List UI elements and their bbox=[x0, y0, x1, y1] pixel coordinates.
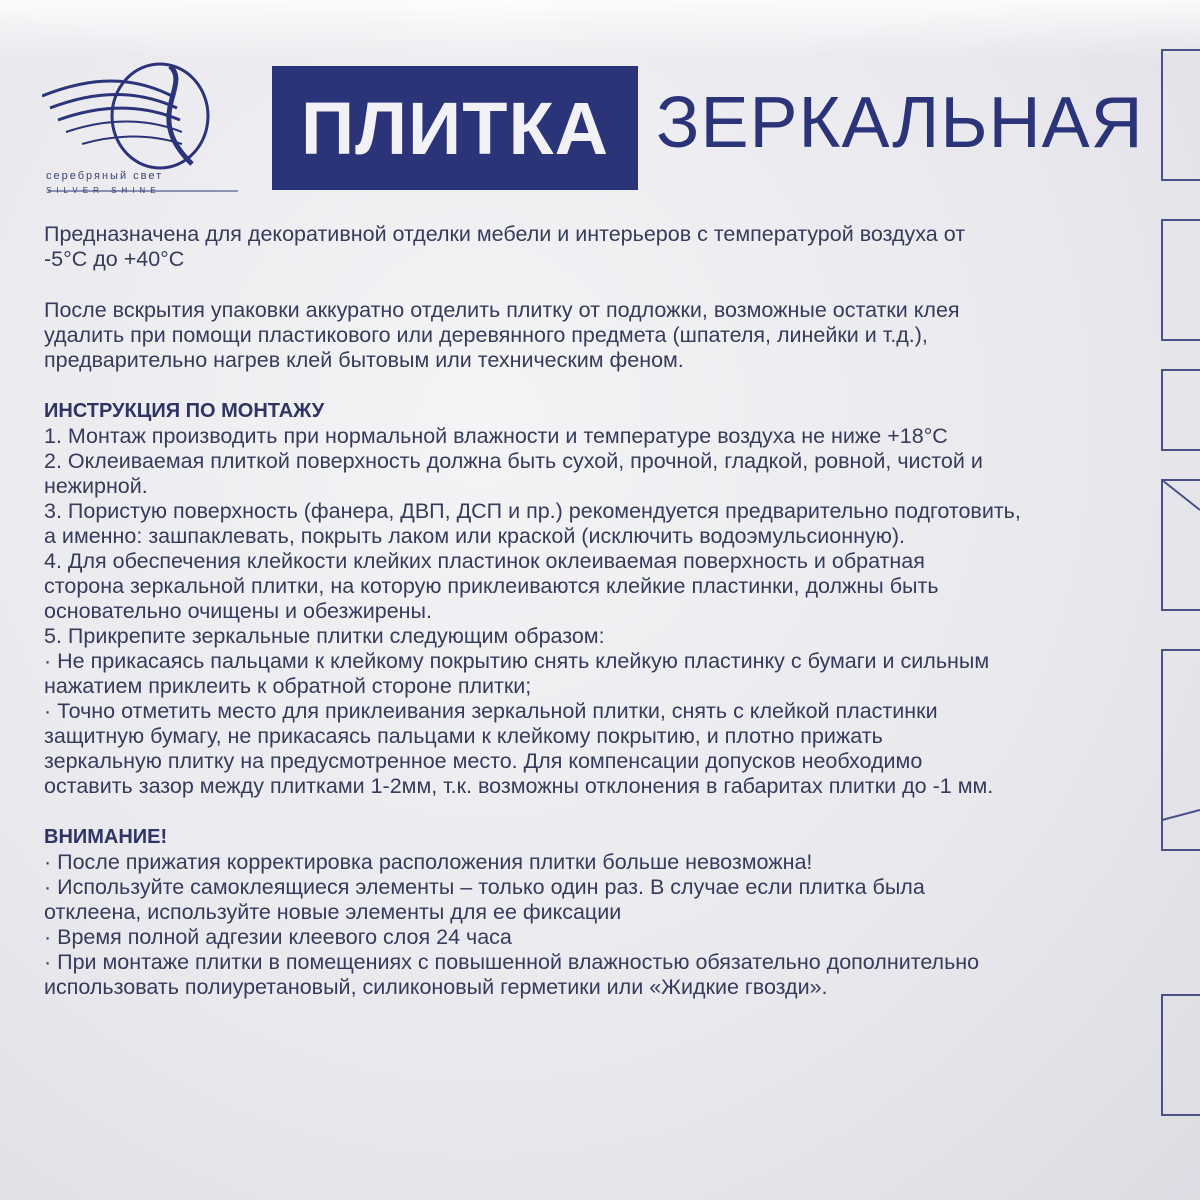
opening-line: После вскрытия упаковки аккуратно отделить плитку от подложки, возможные остатки клея bbox=[44, 298, 960, 322]
warning-line: отклеена, используйте новые элементы для ее фиксации bbox=[44, 900, 622, 924]
instruction-text bbox=[44, 222, 1154, 1000]
title-main: ПЛИТКА bbox=[300, 86, 610, 170]
instruction-line: 1. Монтаж производить при нормальной влажности и температуре воздуха не ниже +18°С bbox=[44, 424, 948, 448]
warning-line: · При монтаже плитки в помещениях с повышенной влажностью обязательно дополнительно bbox=[44, 950, 980, 974]
intro-line: Предназначена для декоративной отделки мебели и интерьеров с температурой воздуха от bbox=[44, 222, 966, 246]
package-edge-outline bbox=[1160, 40, 1200, 1200]
intro-line: -5°С до +40°С bbox=[44, 247, 185, 271]
warning-line: · Используйте самоклеящиеся элементы – только один раз. В случае если плитка была bbox=[44, 875, 925, 899]
instruction-line: основательно очищены и обезжирены. bbox=[44, 599, 432, 623]
instruction-line: · Не прикасаясь пальцами к клейкому покрытию снять клейкую пластинку с бумаги и сильным bbox=[44, 649, 990, 673]
brand-name: серебряный свет bbox=[46, 170, 164, 182]
instruction-line: 2. Оклеиваемая плиткой поверхность должна быть сухой, прочной, гладкой, ровной, чистой и bbox=[44, 449, 983, 473]
instruction-line: оставить зазор между плитками 1-2мм, т.к. возможны отклонения в габаритах плитки до -1 мм. bbox=[44, 774, 994, 798]
instruction-line: нажатием приклеить к обратной стороне плитки; bbox=[44, 674, 532, 698]
warning-line: · Время полной адгезии клеевого слоя 24 часа bbox=[44, 925, 512, 949]
warning-heading: ВНИМАНИЕ! bbox=[44, 826, 168, 848]
warning-line: · После прижатия корректировка расположения плитки больше невозможна! bbox=[44, 850, 813, 874]
instructions-heading: ИНСТРУКЦИЯ ПО МОНТАЖУ bbox=[44, 400, 325, 422]
brand-subtitle: SILVER SHINE bbox=[46, 186, 161, 195]
instruction-line: сторона зеркальной плитки, на которую приклеиваются клейкие пластинки, должны быть bbox=[44, 574, 939, 598]
plastic-glare bbox=[0, 0, 1200, 60]
instruction-line: нежирной. bbox=[44, 474, 148, 498]
instruction-line: 5. Прикрепите зеркальные плитки следующим образом: bbox=[44, 624, 605, 648]
moon-wave-logo-icon bbox=[42, 56, 242, 206]
title-sub: ЗЕРКАЛЬНАЯ bbox=[656, 83, 1144, 163]
instruction-line: зеркальную плитку на предусмотренное место. Для компенсации допусков необходимо bbox=[44, 749, 923, 773]
instruction-line: · Точно отметить место для приклеивания зеркальной плитки, снять с клейкой пластинки bbox=[44, 699, 938, 723]
instruction-line: 3. Пористую поверхность (фанера, ДВП, ДСП и пр.) рекомендуется предварительно подготовить, bbox=[44, 499, 1021, 523]
instruction-line: 4. Для обеспечения клейкости клейких пластинок оклеиваемая поверхность и обратная bbox=[44, 549, 925, 573]
opening-line: удалить при помощи пластикового или деревянного предмета (шпателя, линейки и т.д.), bbox=[44, 323, 928, 347]
warning-line: использовать полиуретановый, силиконовый герметики или «Жидкие гвозди». bbox=[44, 975, 828, 999]
title-box bbox=[272, 66, 638, 190]
opening-line: предварительно нагрев клей бытовым или техническим феном. bbox=[44, 348, 684, 372]
instruction-line: а именно: зашпаклевать, покрыть лаком или краской (исключить водоэмульсионную). bbox=[44, 524, 905, 548]
instruction-line: защитную бумагу, не прикасаясь пальцами к клейкому покрытию, и плотно прижать bbox=[44, 724, 883, 748]
